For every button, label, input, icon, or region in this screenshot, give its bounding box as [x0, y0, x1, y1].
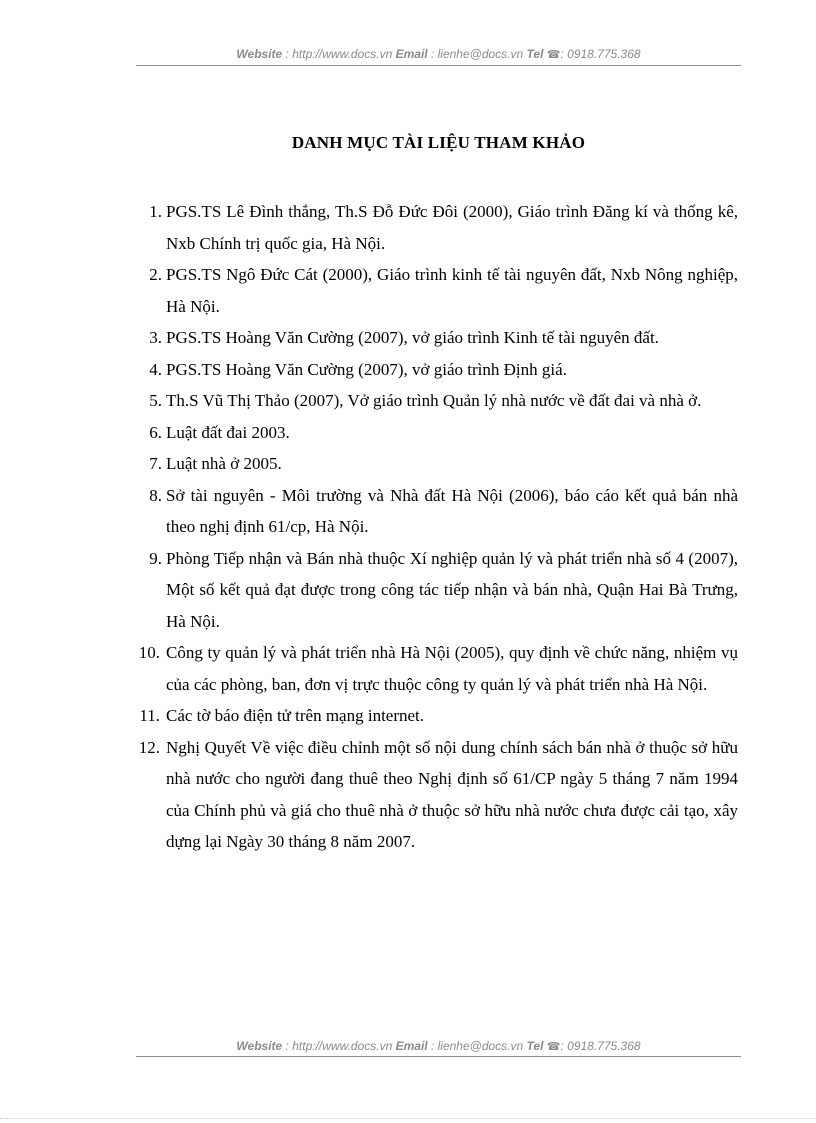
footer-email-link[interactable]: : lienhe@docs.vn [427, 1039, 527, 1053]
page-title: DANH MỤC TÀI LIỆU THAM KHẢO [291, 133, 586, 152]
reference-number: 6. [149, 422, 162, 442]
reference-item [0, 637, 816, 700]
reference-item [0, 480, 816, 543]
reference-text: Sở tài nguyên - Môi trường và Nhà đất Hà Nội (2006), báo cáo kết quả bán nhà theo nghị định 61/cp, Hà Nội. [166, 485, 738, 536]
reference-number: 12. [138, 737, 160, 757]
reference-text: Các tờ báo điện tử trên mạng internet. [166, 706, 425, 725]
reference-text: PGS.TS Ngô Đức Cát (2000), Giáo trình kinh tế tài nguyên đất, Nxb Nông nghiệp, Hà Nội. [166, 265, 738, 316]
reference-number: 7. [149, 454, 162, 473]
header-email-link[interactable]: : lienhe@docs.vn [427, 47, 527, 61]
reference-number: 3. [149, 328, 162, 347]
reference-text: Phòng Tiếp nhận và Bán nhà thuộc Xí nghiệp quản lý và phát triển nhà số 4 (2007), Một số kết quả đạt được trong công tác tiếp nhận và bán nhà, Quận Hai Bà Trưng, Hà Nội. [166, 548, 738, 631]
reference-item [0, 732, 816, 858]
reference-text: Nghị Quyết Về việc điều chỉnh một số nội dung chính sách bán nhà ở thuộc sở hữu nhà nước cho người đang thuê theo Nghị định số 61/CP ngày 5 tháng 7 năm 1994 của Chính phủ và giá cho thuê nhà ở thuộc sở hữu nhà nước chưa được cải tạo, xây dựng lại Ngày 30 tháng 8 năm 2007. [166, 737, 738, 851]
reference-number: 4. [149, 359, 162, 379]
reference-item [0, 417, 816, 449]
page-header [136, 47, 741, 66]
phone-icon: ☎ [546, 1041, 561, 1053]
page-edge-divider [0, 1118, 816, 1119]
reference-text: PGS.TS Hoàng Văn Cường (2007), vở giáo trình Kinh tế tài nguyên đất. [166, 328, 659, 347]
reference-item [0, 543, 816, 638]
reference-item [0, 196, 816, 259]
page-footer [136, 1039, 741, 1057]
reference-number: 1. [149, 202, 162, 221]
footer-website-link[interactable]: : http://www.docs.vn [282, 1039, 396, 1053]
reference-text: Công ty quản lý và phát triển nhà Hà Nội (2005), quy định về chức năng, nhiệm vụ của các phòng, ban, đơn vị trực thuộc công ty quản lý và phát triển nhà Hà Nội. [166, 643, 738, 694]
reference-number: 10. [138, 643, 160, 662]
reference-text: Luật đất đai 2003. [166, 422, 290, 442]
footer-website-label: Website [236, 1039, 283, 1053]
reference-item [0, 322, 816, 354]
reference-number: 2. [149, 265, 162, 284]
reference-text: Th.S Vũ Thị Thảo (2007), Vở giáo trình Quản lý nhà nước về đất đai và nhà ở. [166, 391, 702, 410]
footer-tel-value: : 0918.775.368 [560, 1039, 641, 1053]
reference-item [0, 700, 816, 732]
reference-item [0, 385, 816, 417]
phone-icon: ☎ [546, 49, 561, 61]
reference-item [0, 354, 816, 386]
reference-list [0, 196, 816, 858]
footer-email-label: Email [395, 1039, 428, 1053]
header-tel-label: Tel [526, 47, 544, 61]
footer-tel-label: Tel [526, 1039, 544, 1053]
reference-number: 11. [139, 706, 160, 725]
reference-number: 5. [149, 391, 162, 410]
reference-number: 8. [149, 485, 162, 505]
header-website-label: Website [236, 47, 283, 61]
reference-item [0, 448, 816, 480]
reference-number: 9. [149, 548, 162, 568]
header-website-link[interactable]: : http://www.docs.vn [282, 47, 396, 61]
reference-text: PGS.TS Lê Đình thắng, Th.S Đỗ Đức Đôi (2000), Giáo trình Đăng kí và thống kê, Nxb Chính trị quốc gia, Hà Nội. [166, 202, 738, 253]
reference-text: PGS.TS Hoàng Văn Cường (2007), vở giáo trình Định giá. [166, 359, 567, 379]
reference-item [0, 259, 816, 322]
header-email-label: Email [395, 47, 428, 61]
header-tel-value: : 0918.775.368 [560, 47, 641, 61]
reference-text: Luật nhà ở 2005. [166, 454, 282, 473]
